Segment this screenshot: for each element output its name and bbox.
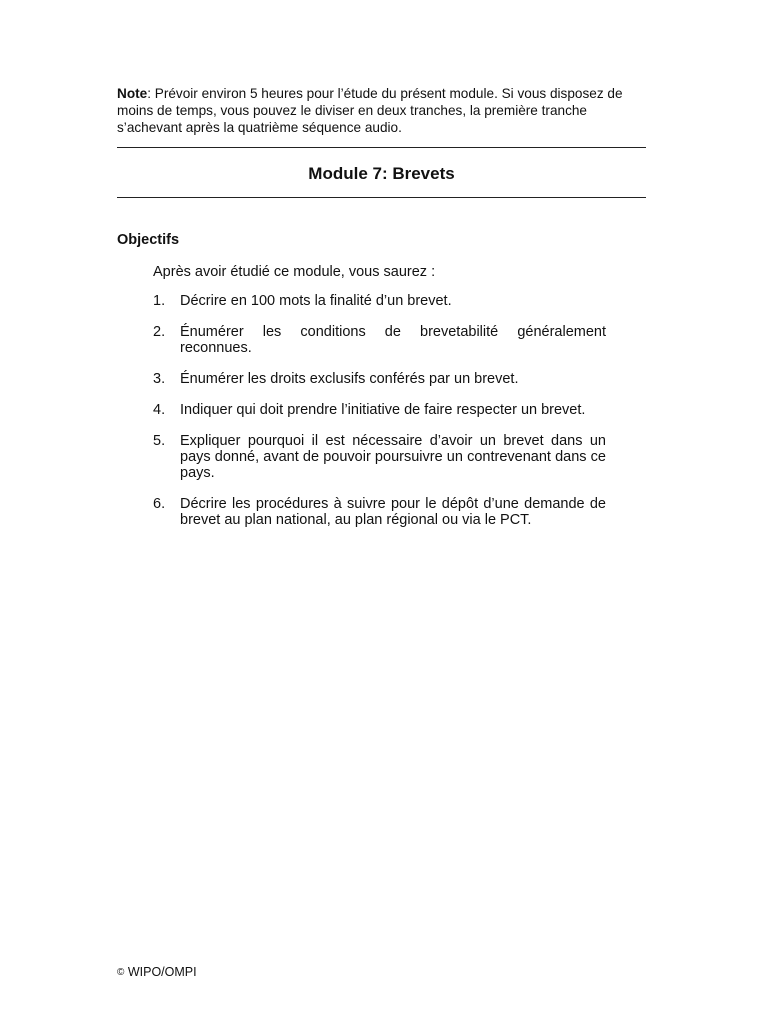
objective-number: 6. <box>153 496 166 512</box>
objective-item <box>153 371 606 387</box>
footer-copyright <box>117 964 197 981</box>
objective-text: Décrire les procédures à suivre pour le dépôt d’une demande de brevet au plan national, au plan régional ou via le PCT. <box>180 496 606 528</box>
objectives-heading: Objectifs <box>117 232 180 248</box>
objective-item <box>153 324 606 356</box>
objective-text: Énumérer les droits exclusifs conférés par un brevet. <box>180 371 519 387</box>
note-label: Note <box>117 86 148 101</box>
objective-number: 5. <box>153 433 166 449</box>
objectives-list <box>153 293 606 543</box>
module-title: Module 7: Brevets <box>308 164 455 183</box>
objective-number: 3. <box>153 371 166 387</box>
footer-text: WIPO/OMPI <box>124 965 197 979</box>
objective-item <box>153 496 606 528</box>
objective-item <box>153 402 606 418</box>
note-paragraph <box>117 85 647 136</box>
objective-item <box>153 433 606 481</box>
objective-number: 1. <box>153 293 166 309</box>
bottom-divider <box>117 197 646 198</box>
objective-text: Énumérer les conditions de brevetabilité généralement reconnues. <box>180 324 606 356</box>
objective-number: 2. <box>153 324 166 340</box>
objective-text: Indiquer qui doit prendre l’initiative de faire respecter un brevet. <box>180 402 586 418</box>
objective-text: Décrire en 100 mots la finalité d’un brevet. <box>180 293 452 309</box>
objective-text: Expliquer pourquoi il est nécessaire d’avoir un brevet dans un pays donné, avant de pouvoir poursuivre un contrevenant dans ce pays. <box>180 433 606 481</box>
note-text: : Prévoir environ 5 heures pour l’étude du présent module. Si vous disposez de moins de temps, vous pouvez le diviser en deux tranches, la première tranche s’achevant après la quatrième séquence audio. <box>117 86 623 135</box>
top-divider <box>117 147 646 148</box>
copyright-symbol: © <box>117 967 125 978</box>
objectives-intro: Après avoir étudié ce module, vous saurez : <box>153 264 436 280</box>
objective-item <box>153 293 606 309</box>
objective-number: 4. <box>153 402 166 418</box>
